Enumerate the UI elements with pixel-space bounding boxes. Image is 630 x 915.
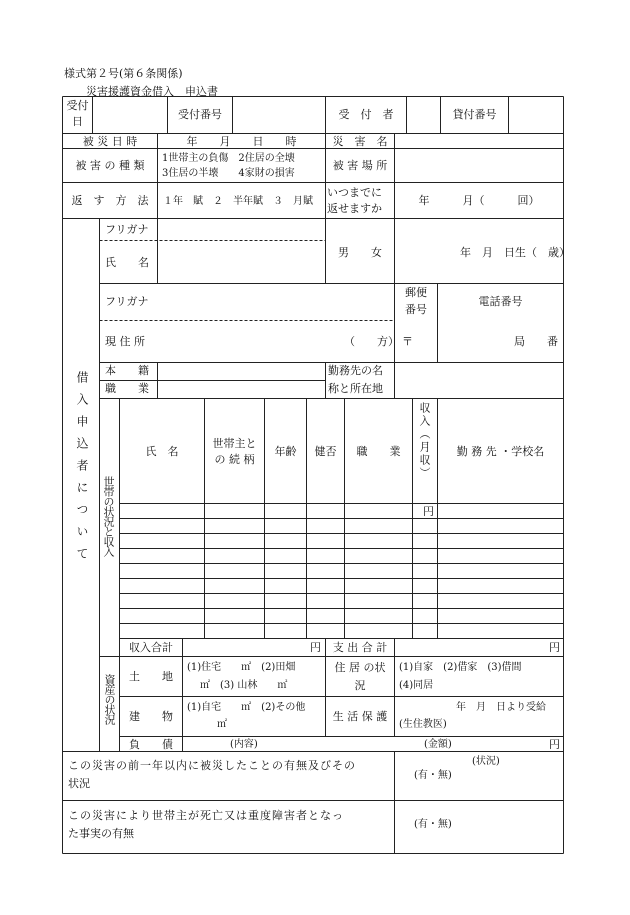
household-col-workplace: 勤 務 先 ・学校名	[456, 445, 545, 458]
receiver-label: 受 付 者	[338, 108, 394, 121]
application-form	[62, 96, 570, 853]
debt-amount-label: (金額)	[424, 739, 452, 750]
land-options-line2: ㎡ (3) 山林 ㎡	[200, 680, 288, 691]
household-col-age: 年齢	[274, 445, 297, 458]
workplace-label-1: 勤務先の名	[328, 364, 383, 377]
welfare-line2: (生住教医)	[399, 719, 447, 730]
residence-status-label-1: 住 居 の状	[334, 661, 386, 674]
household-income-yen: 円	[423, 505, 434, 518]
repay-until-label-1: いつまでに	[327, 186, 382, 199]
postal-code-label-2: 番号	[405, 303, 427, 316]
form-title: 災害援護資金借入 申込書	[86, 85, 218, 98]
sex-label: 男 女	[338, 246, 382, 259]
expense-total-yen: 円	[549, 641, 560, 654]
furigana-address-label: フリガナ	[105, 295, 149, 308]
welfare-line1: 年 月 日より受給	[456, 702, 546, 713]
disaster-datetime-label: 被 災 日 時	[82, 135, 138, 148]
birth-date-label: 年 月 日生（ 歳）	[460, 246, 570, 259]
damage-place-label: 被 害 場 所	[332, 159, 388, 172]
expense-total-label: 支 出 合 計	[332, 641, 388, 654]
building-options-line2: ㎡	[217, 719, 227, 730]
building-options-line1: (1)自宅 ㎡ (2)その他	[187, 702, 306, 713]
disaster-datetime-value: 年 月 日 時	[186, 135, 297, 148]
repay-until-label-2: 返せますか	[327, 202, 382, 215]
debt-label: 負 債	[129, 738, 173, 751]
prior-disaster-yes-no: (有・無)	[414, 770, 452, 781]
exchange-number-label: 局 番	[514, 335, 558, 348]
assets-section-label: 資産の状況	[103, 674, 116, 724]
household-section-label: 世帯の状況と収入	[102, 476, 115, 556]
form-number: 様式第２号(第６条関係)	[64, 67, 183, 80]
repay-until-value: 年 月（ 回）	[418, 194, 540, 207]
death-question-1: この災害により世帯主が死亡又は重度障害者となっ	[68, 809, 344, 822]
repayment-options: １年 賦 ２ 半年賦 ３ 月賦	[163, 196, 313, 207]
land-label: 土 地	[129, 670, 173, 683]
household-col-relation-2: の 続 柄	[214, 453, 255, 466]
residence-status-label-2: 況	[354, 679, 366, 692]
registered-domicile-label: 本 籍	[105, 364, 149, 377]
loan-number-label: 貸付番号	[452, 108, 497, 121]
damage-options-line1: 1世帯主の負傷 2住居の全壊	[162, 153, 295, 164]
address-care-of: （ 方）	[344, 335, 399, 348]
postal-code-label-1: 郵便	[405, 286, 427, 299]
occupation-label: 職 業	[105, 382, 149, 395]
welfare-label: 生 活 保 護	[332, 710, 388, 723]
name-label: 氏 名	[105, 256, 149, 269]
furigana-label: フリガナ	[105, 223, 149, 236]
prior-disaster-question-2: 状況	[68, 777, 90, 790]
prior-disaster-question-1: この災害の前一年以内に被災したことの有無及びその	[68, 759, 356, 772]
household-col-relation-1: 世帯主と	[212, 437, 257, 450]
household-col-name: 氏 名	[145, 445, 179, 458]
building-label: 建 物	[129, 710, 173, 723]
income-total-label: 収入合計	[129, 641, 173, 654]
debt-content-label: (内容)	[230, 739, 258, 750]
land-options-line1: (1)住宅 ㎡ (2)田畑	[187, 662, 296, 673]
reception-date-label: 受付	[66, 99, 89, 112]
debt-yen: 円	[549, 738, 560, 751]
death-question-2: た事実の有無	[68, 827, 134, 840]
disaster-name-label: 災 害 名	[332, 135, 388, 148]
applicant-section-label: 借入申込者について	[75, 371, 89, 569]
phone-number-label: 電話番号	[478, 295, 523, 308]
current-address-label: 現 住 所	[105, 335, 145, 348]
income-total-yen: 円	[310, 641, 321, 654]
household-col-health: 健否	[314, 445, 337, 458]
household-col-income: 収入（月収）	[418, 402, 431, 480]
reception-date-label-day: 日	[72, 115, 83, 128]
residence-options-line2: (4)同居	[399, 680, 434, 691]
damage-options-line2: 3住居の半壊 4家財の損害	[162, 168, 295, 179]
residence-options-line1: (1)自家 (2)借家 (3)借間	[399, 662, 522, 673]
reception-number-label: 受付番号	[178, 108, 222, 121]
postal-mark: 〒	[402, 335, 413, 348]
damage-type-label: 被 害 の 種 類	[75, 159, 145, 172]
prior-disaster-status: (状況)	[472, 756, 500, 767]
death-yes-no: (有・無)	[414, 819, 452, 830]
household-col-occupation: 職 業	[356, 445, 401, 458]
workplace-label-2: 称と所在地	[328, 382, 383, 395]
repayment-method-label: 返 す 方 法	[71, 194, 149, 207]
